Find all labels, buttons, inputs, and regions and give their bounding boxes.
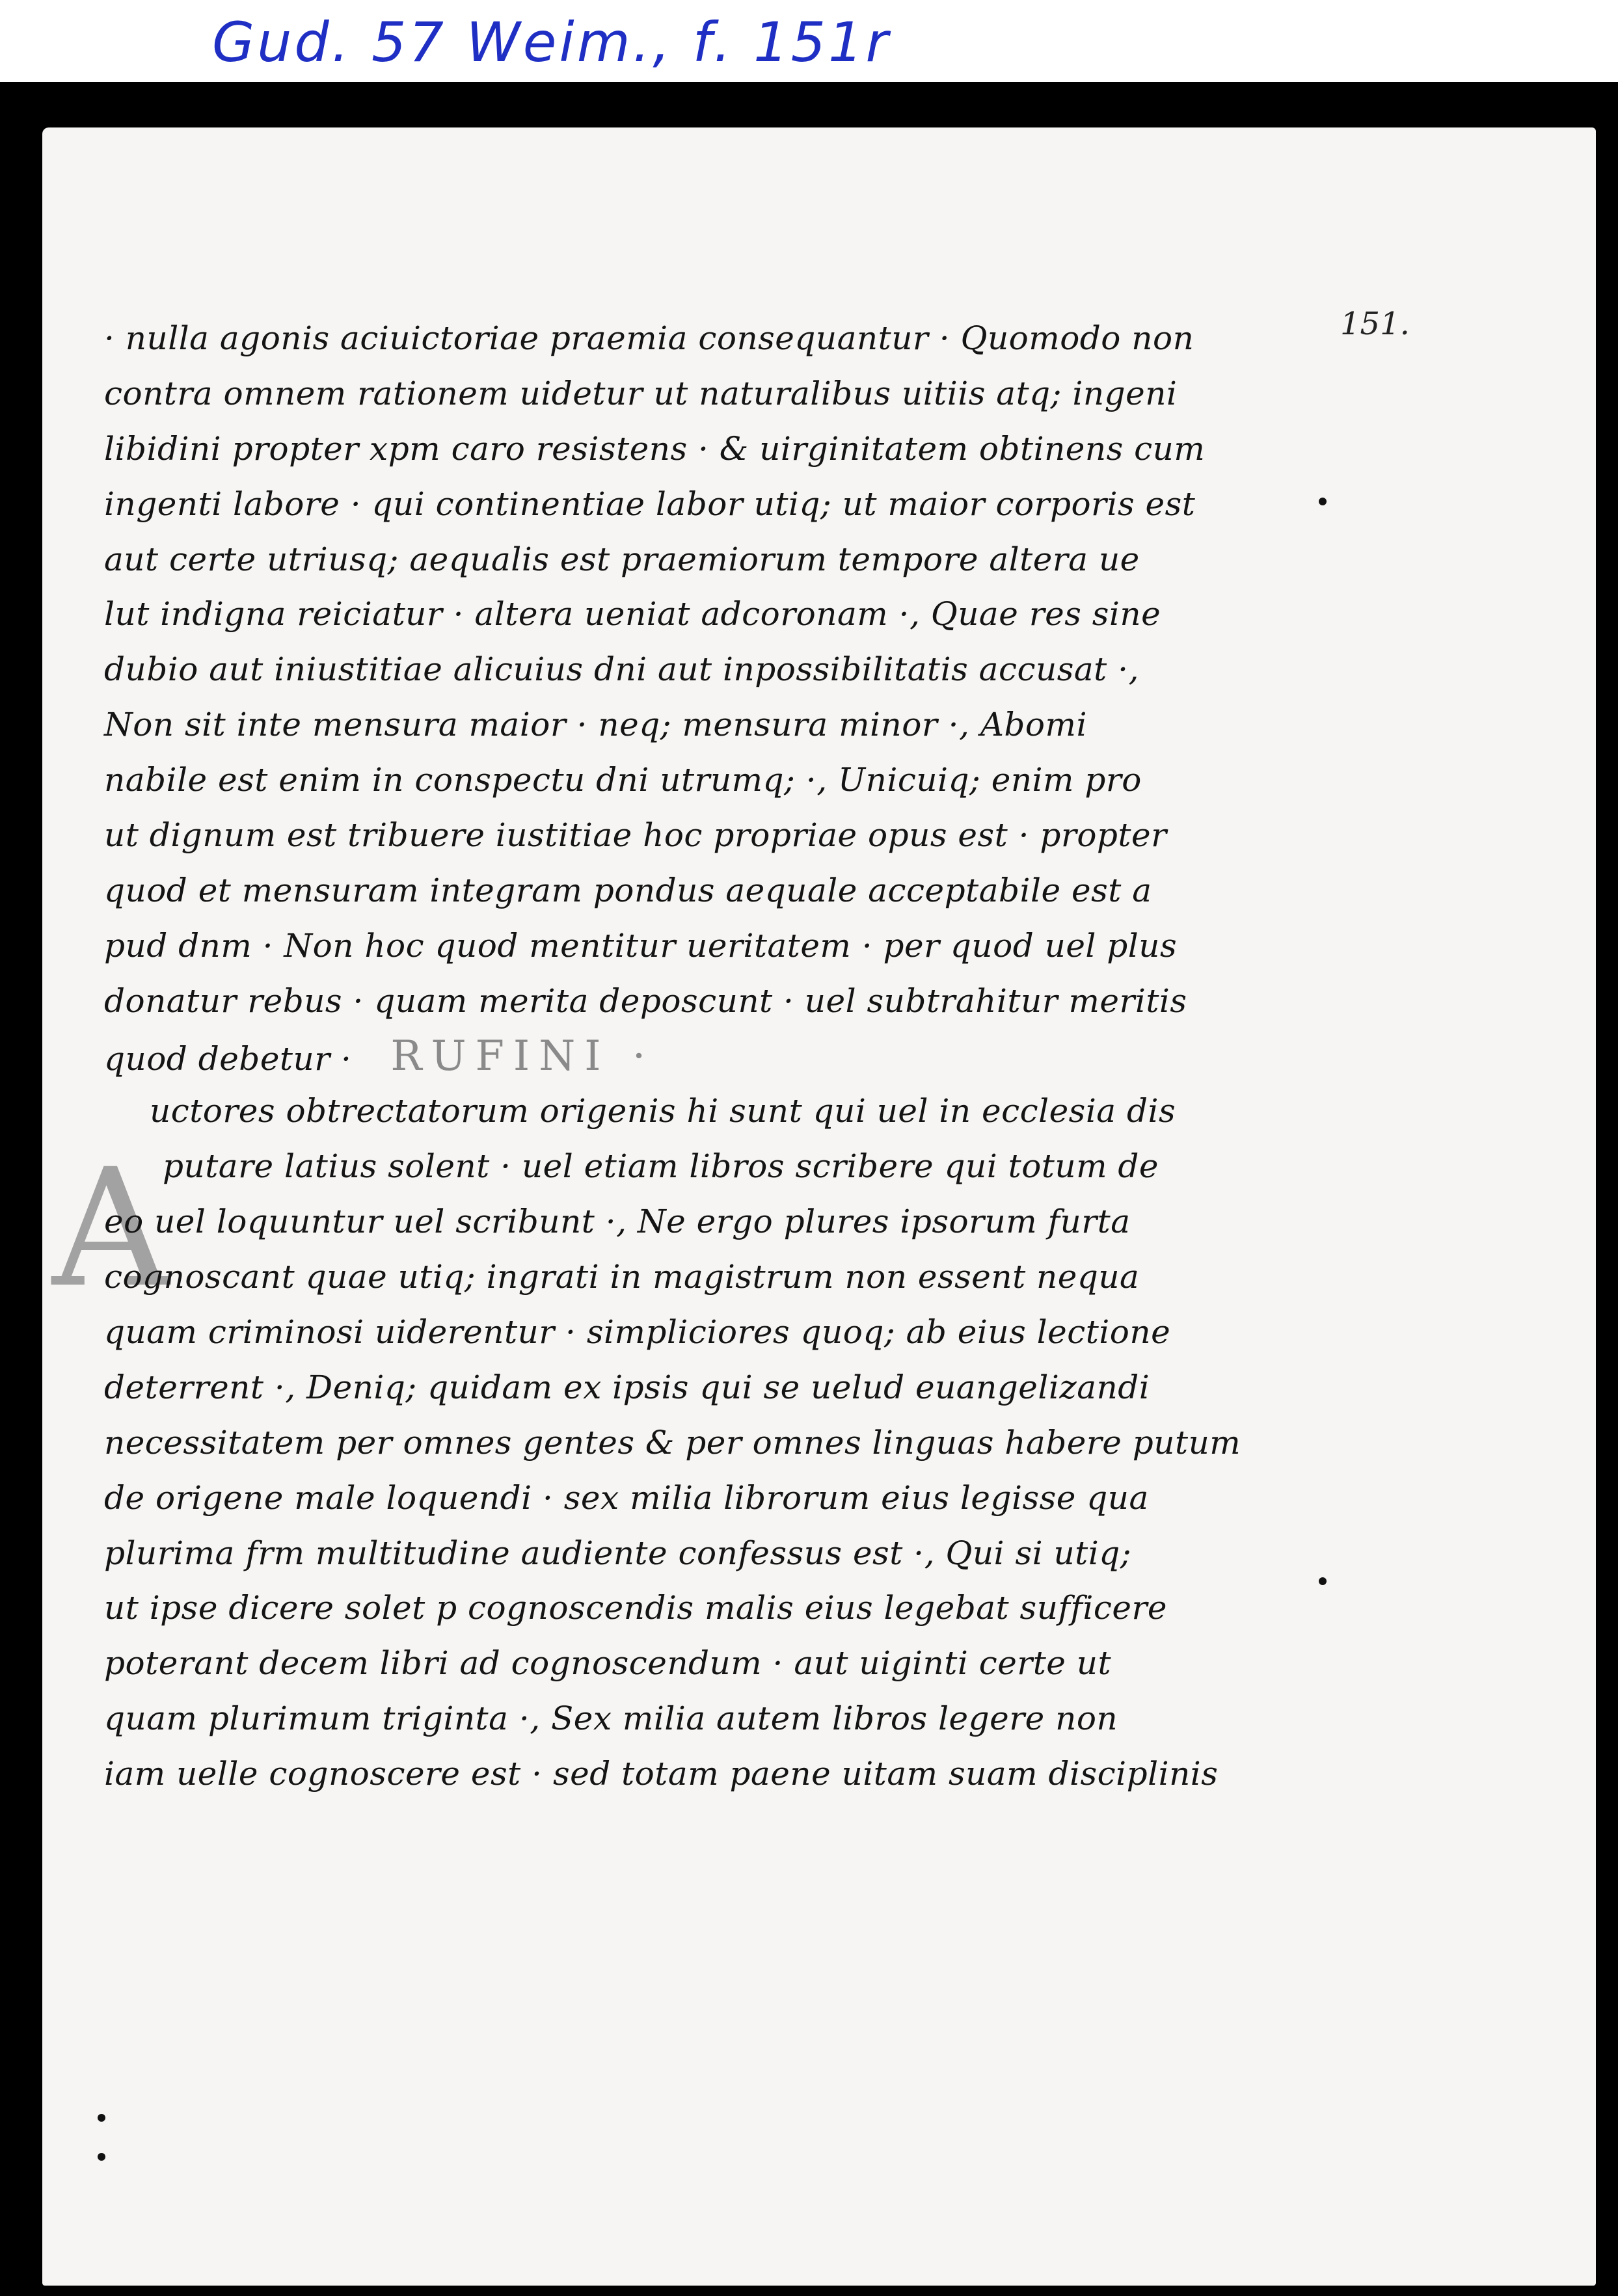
folio-number: 151. xyxy=(1340,306,1410,342)
text-line-with-rubric xyxy=(104,1029,1327,1084)
rubric-heading: RUFINI · xyxy=(390,1032,655,1080)
text-line: eo uel loquuntur uel scribunt ·, Ne ergo plures ipsorum furta xyxy=(104,1203,1131,1241)
text-line: de origene male loquendi · sex milia librorum eius legisse qua xyxy=(104,1478,1149,1517)
text-line: aut certe utriusq; aequalis est praemiorum tempore altera ue xyxy=(104,540,1140,578)
text-line: uctores obtrectatorum origenis hi sunt qui uel in ecclesia dis xyxy=(150,1092,1176,1130)
text-line: · nulla agonis aciuictoriae praemia consequantur · Quomodo non xyxy=(104,319,1194,357)
text-line: iam uelle cognoscere est · sed totam paene uitam suam disciplinis xyxy=(104,1755,1219,1793)
text-line: necessitatem per omnes gentes & per omnes linguas habere putum xyxy=(104,1423,1241,1462)
prick-mark xyxy=(1319,1577,1327,1585)
text-line: contra omnem rationem uidetur ut naturalibus uitiis atq; ingeni xyxy=(104,374,1178,412)
prick-mark xyxy=(98,2114,105,2122)
text-line: quam plurimum triginta ·, Sex milia autem libros legere non xyxy=(104,1700,1118,1738)
text-line: nabile est enim in conspectu dni utrumq; ·, Unicuiq; enim pro xyxy=(104,761,1142,799)
text-line: quod debetur · xyxy=(104,1039,352,1078)
text-line: ut dignum est tribuere iustitiae hoc propriae opus est · propter xyxy=(104,816,1167,855)
text-line: plurima frm multitudine audiente confessus est ·, Qui si utiq; xyxy=(104,1534,1132,1572)
text-line: lut indigna reiciatur · altera ueniat adcoronam ·, Quae res sine xyxy=(104,595,1161,634)
catalog-label: Gud. 57 Weim., f. 151r xyxy=(212,10,891,74)
text-line: ut ipse dicere solet p cognoscendis malis eius legebat sufficere xyxy=(104,1589,1167,1627)
text-line: cognoscant quae utiq; ingrati in magistrum non essent nequa xyxy=(104,1258,1140,1296)
text-line: putare latius solent · uel etiam libros scribere qui totum de xyxy=(163,1147,1159,1186)
text-line: deterrent ·, Deniq; quidam ex ipsis qui se uelud euangelizandi xyxy=(104,1368,1150,1406)
text-line: libidini propter xpm caro resistens · & uirginitatem obtinens cum xyxy=(104,429,1206,468)
catalog-label-strip xyxy=(0,0,1618,82)
text-line: Non sit inte mensura maior · neq; mensura minor ·, Abomi xyxy=(104,706,1087,744)
text-line: donatur rebus · quam merita deposcunt · uel subtrahitur meritis xyxy=(104,981,1187,1020)
text-line: ingenti labore · qui continentiae labor utiq; ut maior corporis est xyxy=(104,485,1196,523)
text-line: quam criminosi uiderentur · simpliciores quoq; ab eius lectione xyxy=(104,1313,1171,1352)
text-line: pud dnm · Non hoc quod mentitur ueritatem · per quod uel plus xyxy=(104,926,1178,965)
prick-mark xyxy=(1319,498,1327,505)
prick-mark xyxy=(98,2153,105,2161)
text-line: poterant decem libri ad cognoscendum · aut uiginti certe ut xyxy=(104,1644,1112,1683)
manuscript-text xyxy=(104,311,1327,1802)
text-line: dubio aut iniustitiae alicuius dni aut inpossibilitatis accusat ·, xyxy=(104,650,1139,689)
text-line: quod et mensuram integram pondus aequale acceptabile est a xyxy=(104,871,1152,909)
drop-initial: A xyxy=(52,1134,170,1323)
